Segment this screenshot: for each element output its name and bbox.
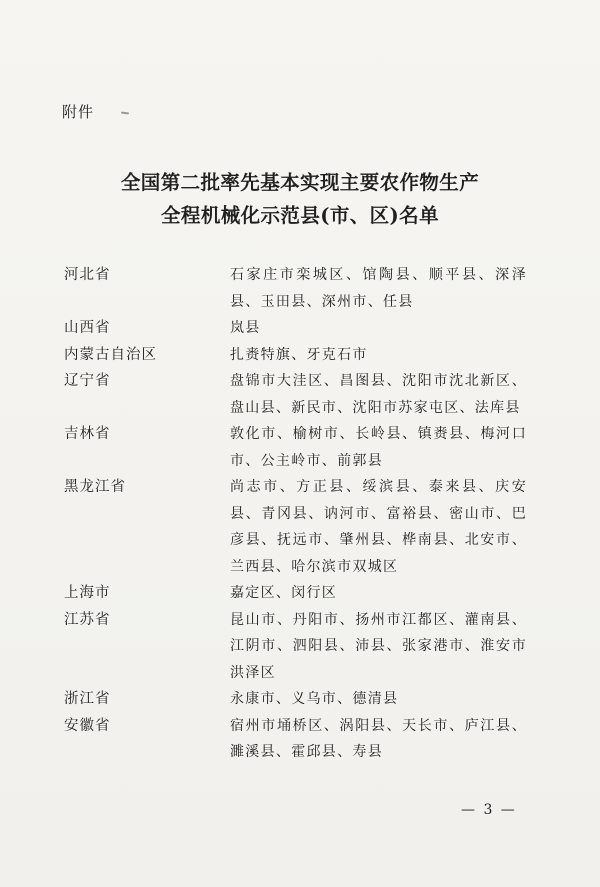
list-row xyxy=(0,713,600,766)
county-names: 宿州市埇桥区、涡阳县、天长市、庐江县、濉溪县、霍邱县、寿县 xyxy=(230,717,527,760)
county-names: 盘锦市大洼区、昌图县、沈阳市沈北新区、盘山县、新民市、沈阳市苏家屯区、法库县 xyxy=(230,373,527,416)
province-name: 吉林省 xyxy=(64,426,111,442)
county-names: 永康市、义乌市、德清县 xyxy=(230,691,399,707)
list-row xyxy=(0,368,600,421)
list-row xyxy=(0,474,600,580)
list-row xyxy=(0,686,600,713)
document-title-line-2: 全程机械化示范县(市、区)名单 xyxy=(161,204,439,227)
province-name: 浙江省 xyxy=(64,691,111,707)
county-names: 尚志市、方正县、绥滨县、泰来县、庆安县、青冈县、讷河市、富裕县、密山市、巴彦县、抚远市、肇州县、桦南县、北安市、兰西县、哈尔滨市双城区 xyxy=(230,479,527,575)
province-name: 内蒙古自治区 xyxy=(64,346,157,363)
county-list xyxy=(0,262,600,766)
list-row xyxy=(0,607,600,687)
county-names: 昆山市、丹阳市、扬州市江都区、灌南县、江阴市、泗阳县、沛县、张家港市、淮安市洪泽区 xyxy=(230,611,527,681)
province-name: 山西省 xyxy=(64,320,111,336)
province-name: 辽宁省 xyxy=(64,373,111,389)
county-names: 敦化市、榆树市、长岭县、镇赉县、梅河口市、公主岭市、前郭县 xyxy=(230,426,527,469)
province-name: 上海市 xyxy=(64,585,111,601)
county-names: 扎赉特旗、牙克石市 xyxy=(230,346,368,363)
province-name: 安徽省 xyxy=(64,717,111,734)
annex-label: 附件 xyxy=(62,103,95,121)
page-number: — 3 — xyxy=(461,802,517,818)
list-row xyxy=(0,262,600,315)
county-names: 石家庄市栾城区、馆陶县、顺平县、深泽县、玉田县、深州市、任县 xyxy=(230,267,527,310)
list-row xyxy=(0,580,600,607)
province-name: 江苏省 xyxy=(64,611,111,628)
list-row xyxy=(0,421,600,474)
document-title-line-1: 全国第二批率先基本实现主要农作物生产 xyxy=(120,171,480,194)
list-row xyxy=(0,315,600,342)
county-names: 岚县 xyxy=(230,320,261,336)
province-name: 河北省 xyxy=(64,267,111,283)
county-names: 嘉定区、闵行区 xyxy=(230,585,338,601)
pen-mark xyxy=(121,111,129,114)
province-name: 黑龙江省 xyxy=(64,479,126,495)
list-row xyxy=(0,342,600,369)
